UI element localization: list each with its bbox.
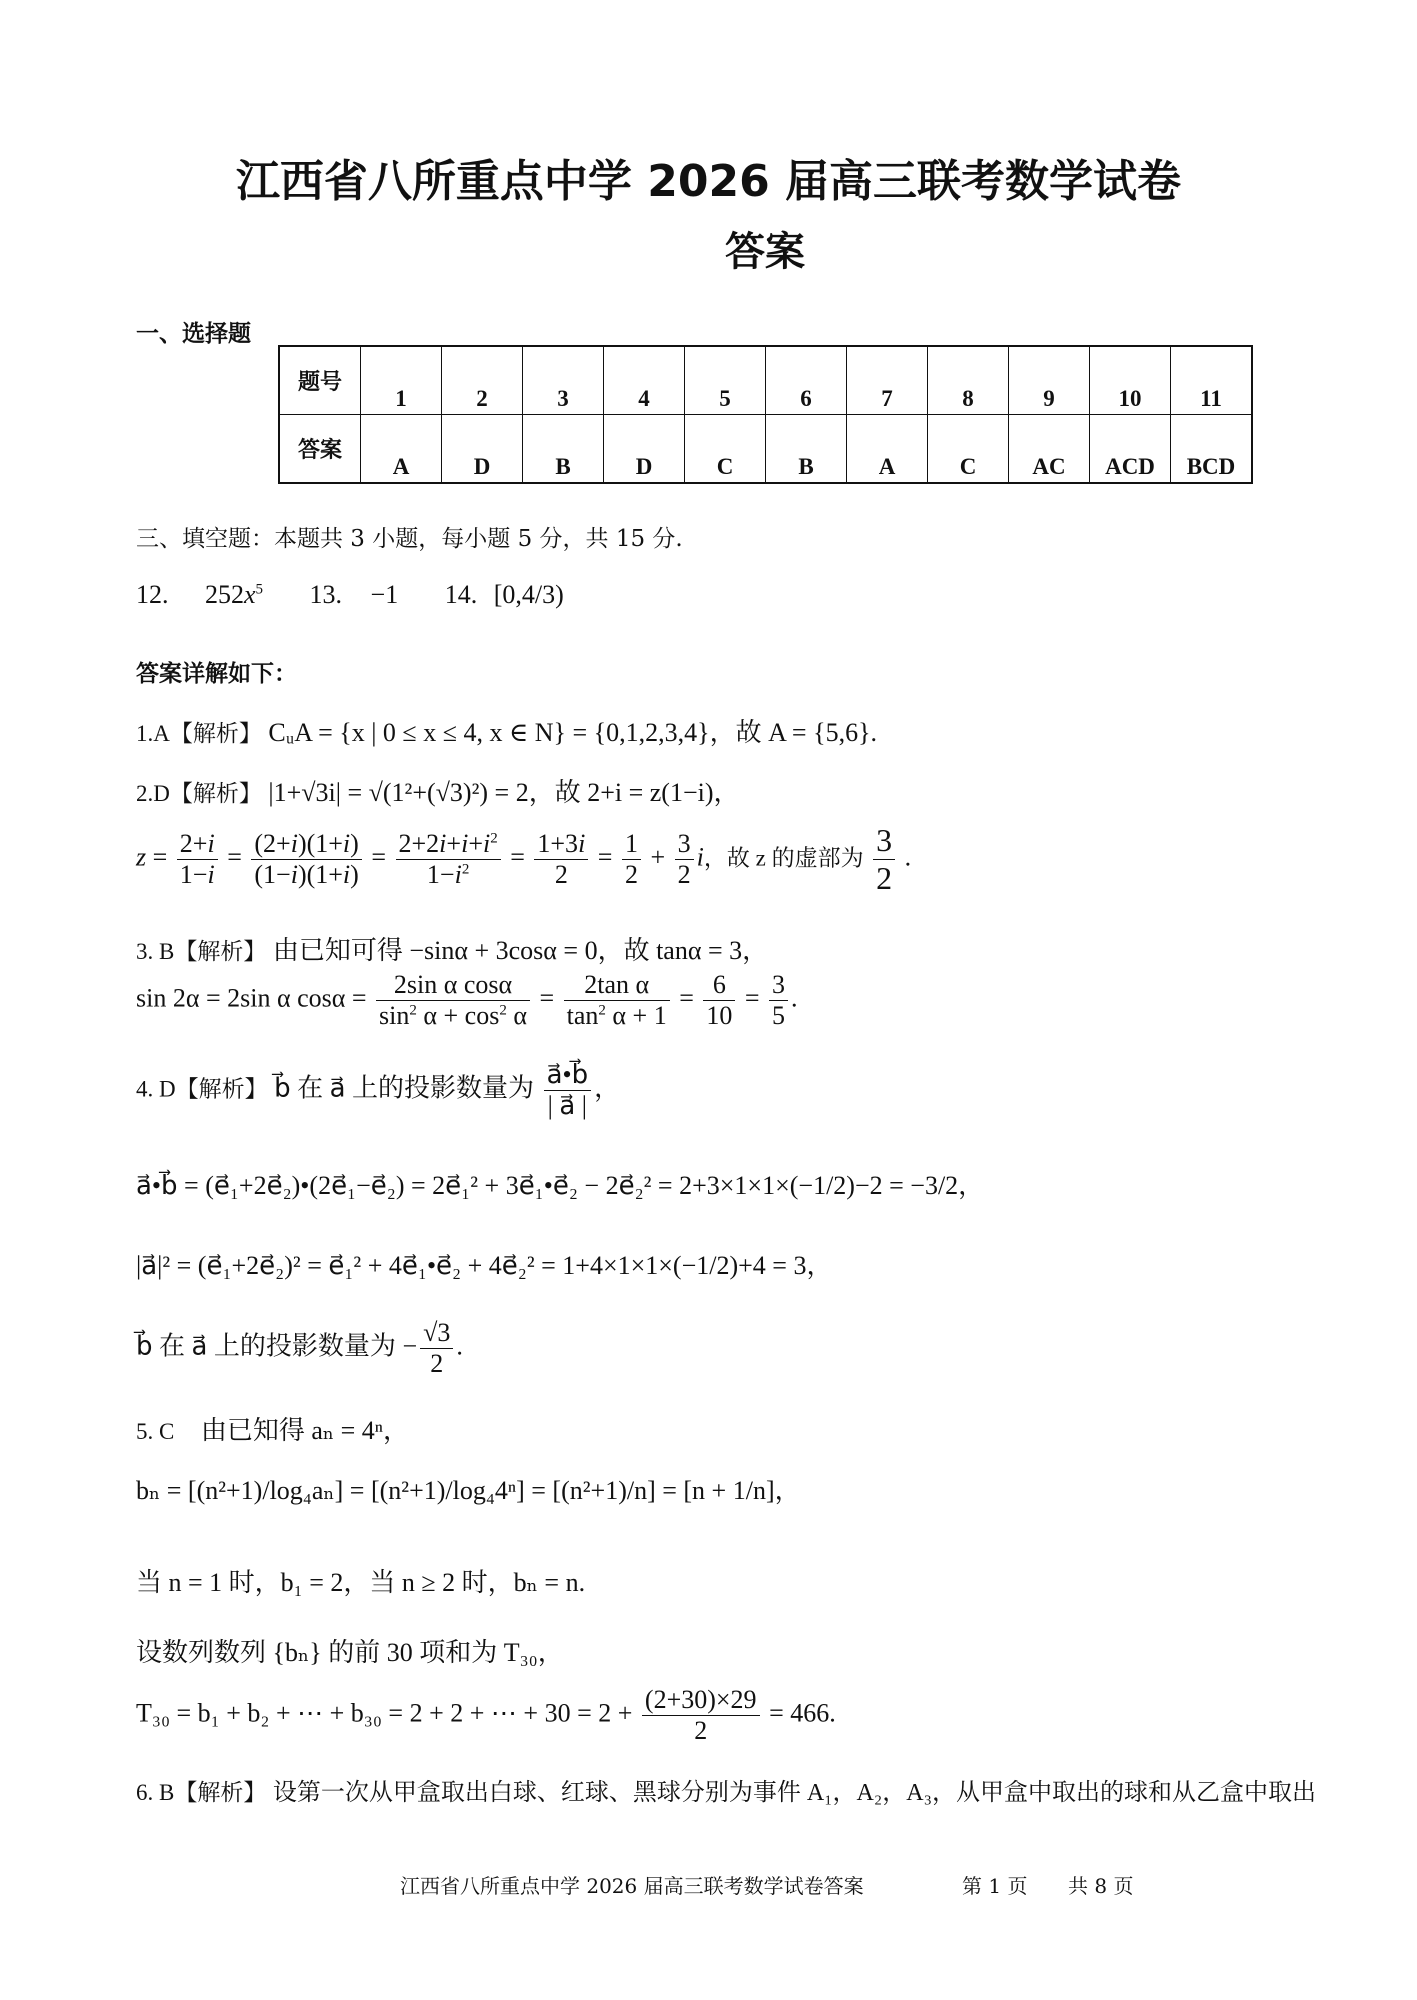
solution-2-line2: z = $\frac{2+i}{1-i}$ = $\frac{(2+i)(1+i)}{(1-i)(1+i)}$ = $\frac{2+2i+i+i^2}{1-i^2}$ = $\frac{1+3i}{2}$ = $\frac{1}{2}$ + $\frac{3}{2}$ i，故 z 的虚部为 $\frac{3}{2}$ . [136,822,912,896]
fill-answers: 12. $252x^5$ 13. −1 14. [0,4/3) [136,580,564,609]
solution-4-line2: a⃗•b⃗ = (e⃗₁+2e⃗₂)•(2e⃗₁−e⃗₂) = 2e⃗₁² + 3e⃗₁•e⃗₂ − 2e⃗₂² = 2+3×1×1×(−1/2)−2 = −3/2， [136,1171,985,1200]
solution-5-line2: bₙ = [(n²+1)/log₄aₙ] = [(n²+1)/log₄4ⁿ] = [(n²+1)/n] = [n + 1/n]， [136,1476,801,1505]
table-cell: 11 [1171,346,1253,415]
section-fill-heading: 三、填空题：本题共 3 小题，每小题 5 分，共 15 分. [136,526,683,552]
solution-2-line1 [136,772,740,809]
footer-total-pages: 共 8 页 [1068,1874,1134,1898]
table-cell: B [766,415,847,484]
solution-4-line4: b⃗ 在 a⃗ 上的投影数量为 − $\frac{√3}{2}$ . [136,1318,463,1378]
table-cell: C [685,415,766,484]
solution-3-line2: sin 2α = 2sin α cosα = $\frac{\text{2sin α cosα}}{\sin^2 \alpha + \cos^2 \alpha}$ = $\frac{\text{2tan α}}{\tan^2 \alpha + 1}$ = $\frac{6}{10}$ = $\frac{3}{5}$ . [136,970,798,1030]
q12-answer: 252 [205,580,244,609]
table-cell: BCD [1171,415,1253,484]
row-label-number: 题号 [279,346,361,415]
table-cell: ACD [1090,415,1171,484]
table-cell: 3 [523,346,604,415]
details-heading: 答案详解如下： [136,661,297,687]
footer-page-number: 第 1 页 [962,1874,1028,1898]
q14-answer: [0,4/3) [493,580,564,609]
solution-6-line1 [136,1772,1316,1807]
table-cell: 4 [604,346,685,415]
table-cell: B [523,415,604,484]
solution-2-text2: ，故 z 的虚部为 [703,845,864,871]
solution-5-text1: 由已知得 aₙ = 4ⁿ， [200,1416,409,1445]
row-label-answer: 答案 [279,415,361,484]
solution-5-line3: 当 n = 1 时，b₁ = 2，当 n ≥ 2 时，bₙ = n. [136,1568,586,1597]
solution-3-text1: 由已知可得 −sinα + 3cosα = 0，故 tanα = 3， [272,936,769,965]
table-cell: 6 [766,346,847,415]
table-cell: D [442,415,523,484]
table-cell: 1 [361,346,442,415]
table-cell: 8 [928,346,1009,415]
table-cell: D [604,415,685,484]
solution-3-label: 3. B【解析】 [136,939,267,964]
solution-4-label: 4. D【解析】 [136,1076,268,1102]
solution-1-text: CᵤA = {x | 0 ≤ x ≤ 4, x ∈ N} = {0,1,2,3,4}，故 A = {5,6}. [268,718,878,747]
solution-1-label: 1.A【解析】 [136,721,262,746]
solution-5-label: 5. C [136,1419,175,1444]
table-row-numbers [279,346,1252,415]
solution-5-line1 [136,1410,409,1447]
table-cell: 5 [685,346,766,415]
table-cell: 10 [1090,346,1171,415]
table-cell: 7 [847,346,928,415]
solution-4-text1: b⃗ 在 a⃗ 上的投影数量为 [274,1073,535,1103]
table-cell: A [361,415,442,484]
solution-2-text1: |1+√3i| = √(1²+(√3)²) = 2，故 2+i = z(1−i)， [268,778,740,807]
q12-label: 12. [136,580,169,609]
solution-4-line3: |a⃗|² = (e⃗₁+2e⃗₂)² = e⃗₁² + 4e⃗₁•e⃗₂ + 4e⃗₂² = 1+4×1×1×(−1/2)+4 = 3， [136,1251,833,1280]
table-cell: AC [1009,415,1090,484]
table-cell: 2 [442,346,523,415]
solution-4-line1: 4. D【解析】 b⃗ 在 a⃗ 上的投影数量为 $\frac{a⃗•b⃗}{| a⃗ |}$ ， [136,1060,621,1120]
section-choice-heading: 一、选择题 [136,321,251,347]
table-cell: C [928,415,1009,484]
solution-6-text1: 设第一次从甲盒取出白球、红球、黑球分别为事件 A₁，A₂，A₃，从甲盒中取出的球和从乙盒中取出 [272,1780,1316,1806]
solution-2-label: 2.D【解析】 [136,781,262,806]
solution-1 [136,712,877,749]
q14-label: 14. [444,580,478,609]
solution-6-label: 6. B【解析】 [136,1780,267,1805]
table-cell: 9 [1009,346,1090,415]
solution-5-line5: T₃₀ = b₁ + b₂ + ⋯ + b₃₀ = 2 + 2 + ⋯ + 30 = 2 + $\frac{(2+30)\times 29}{2}$ = 466. [136,1685,836,1745]
page-title: 江西省八所重点中学 2026 届高三联考数学试卷 [235,156,1182,207]
footer-title: 江西省八所重点中学 2026 届高三联考数学试卷答案 [400,1874,864,1898]
table-cell: A [847,415,928,484]
q13-answer: −1 [370,580,399,609]
table-row-answers [279,415,1252,484]
solution-4-text4: b⃗ 在 a⃗ 上的投影数量为 [136,1331,396,1361]
solution-5-text5: T₃₀ = b₁ + b₂ + ⋯ + b₃₀ = 2 + 2 + ⋯ + 30 = 2 + [136,1698,633,1728]
solution-5-text5-end: = 466. [769,1698,836,1728]
answer-table [278,345,1253,484]
q13-label: 13. [309,580,343,609]
solution-5-line4: 设数列数列 {bₙ} 的前 30 项和为 T₃₀， [136,1638,564,1667]
page-subtitle: 答案 [725,229,805,275]
solution-3-line1 [136,930,768,967]
